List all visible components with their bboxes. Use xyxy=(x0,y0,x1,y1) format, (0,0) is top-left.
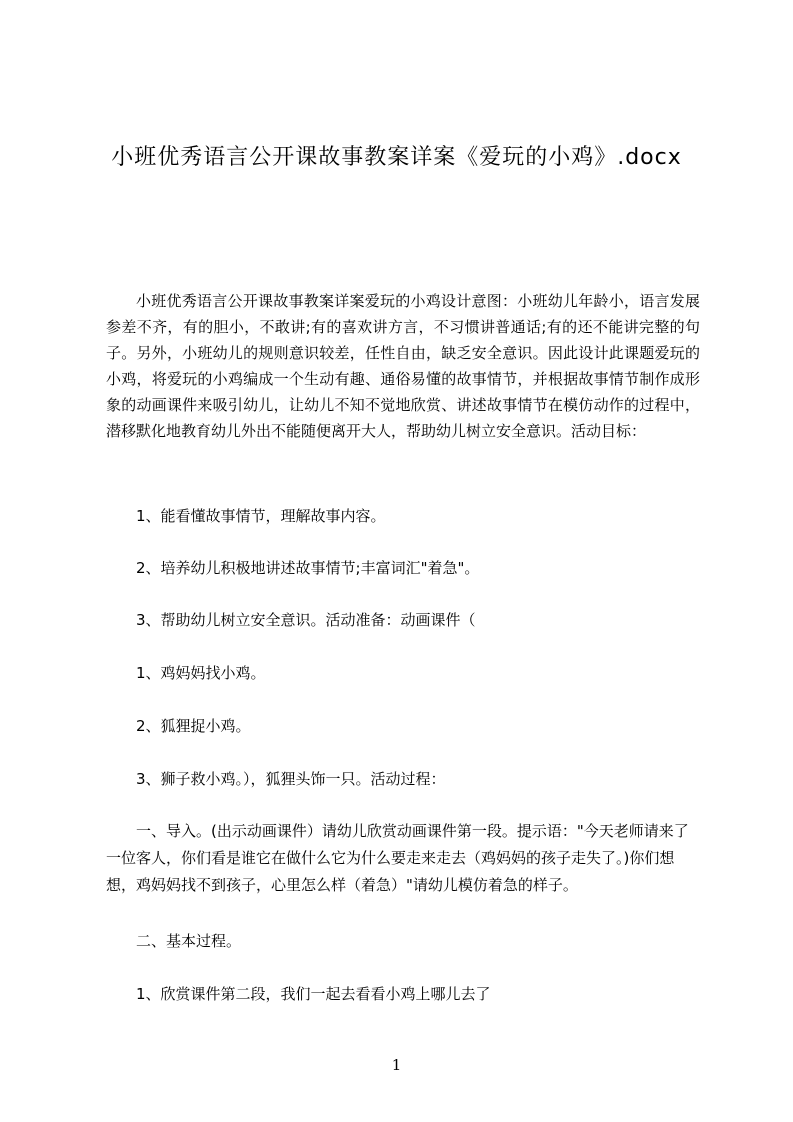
document-title: 小班优秀语言公开课故事教案详案《爱玩的小鸡》.docx xyxy=(111,145,682,170)
material-item-1: 1、鸡妈妈找小鸡。 xyxy=(136,664,266,682)
goal-item-3: 3、帮助幼儿树立安全意识。活动准备：动画课件（ xyxy=(136,611,476,629)
page-number: 1 xyxy=(391,1056,402,1074)
goal-item-1: 1、能看懂故事情节，理解故事内容。 xyxy=(136,507,386,525)
material-item-2: 2、狐狸捉小鸡。 xyxy=(136,717,251,735)
step-two-item-1: 1、欣赏课件第二段，我们一起去看看小鸡上哪儿去了 xyxy=(136,985,491,1003)
intro-paragraph: 小班优秀语言公开课故事教案详案爱玩的小鸡设计意图：小班幼儿年龄小，语言发展参差不齐，有的胆小，不敢讲;有的喜欢讲方言，不习惯讲普通话;有的还不能讲完整的句子。另外，小班幼儿的规则意识较差，任性自由，缺乏安全意识。因此设计此课题爱玩的小鸡，将爱玩的小鸡编成一个生动有趣、通俗易懂的故事情节，并根据故事情节制作成形象的动画课件来吸引幼儿，让幼儿不知不觉地欣赏、讲述故事情节在模仿动作的过程中，潜移默化地教育幼儿外出不能随便离开大人，帮助幼儿树立安全意识。活动目标： xyxy=(106,292,700,440)
goal-item-2: 2、培养幼儿积极地讲述故事情节;丰富词汇"着急"。 xyxy=(136,559,480,577)
material-item-3: 3、狮子救小鸡。），狐狸头饰一只。活动过程： xyxy=(136,770,446,788)
step-one-paragraph: 一、导入。(出示动画课件）请幼儿欣赏动画课件第一段。提示语："今天老师请来了一位客人，你们看是谁它在做什么它为什么要走来走去（鸡妈妈的孩子走失了。)你们想想，鸡妈妈找不到孩子，心里怎么样（着急）"请幼儿模仿着急的样子。 xyxy=(106,822,689,894)
step-two-heading: 二、基本过程。 xyxy=(136,932,242,950)
